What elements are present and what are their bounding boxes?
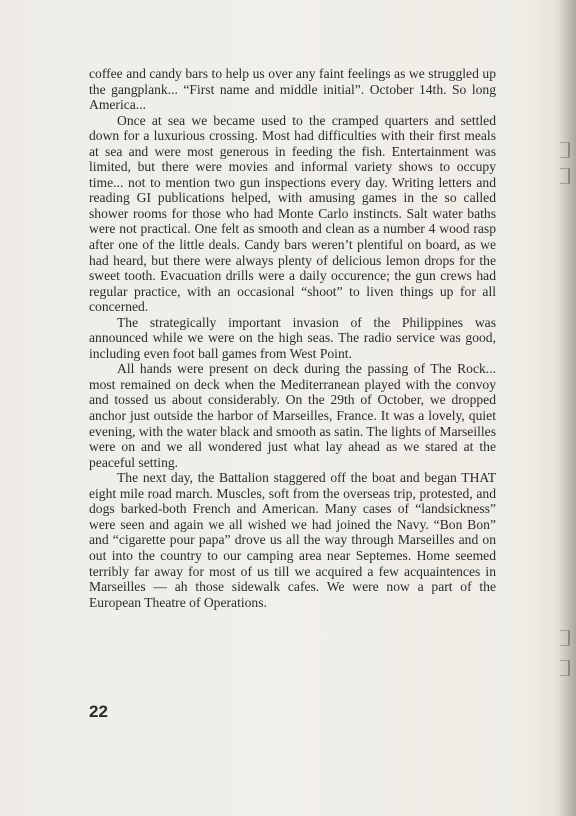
paragraph-at-sea: Once at sea we became used to the cramped quarters and settled down for a luxurious crossing. Most had difficulties with their first meals at sea and were most generous in feeding the fish. Entertainment was limited, but there were movies and informal variety shows to occupy time... not to mention two gun inspections every day. Writing letters and reading GI publications helped, with amusing games in the so called shower rooms for those who had Monte Carlo instincts. Salt water baths were not practical. One felt as smooth and clean as a number 4 wood rasp after one of the little deals. Candy bars weren’t plentiful on board, as we had heard, but there were always plenty of delicious lemon drops for the sweet tooth. Evacuation drills were a daily occurence; the gun crews had regular practice, with an occasional “shoot” to liven things up for all concerned. (89, 112, 496, 315)
paragraph-road-march: The next day, the Battalion staggered off the boat and began THAT eight mile road march. Muscles, soft from the overseas trip, protested, and dogs barked-both French and American. Many cases of “landsickness” were seen and again we all wished we had joined the Navy. “Bon Bon” and “cigarette pour papa” drove us all the way through Marseilles and on out into the country to our camping area near Septemes. Home seemed terribly far away for most of us till we acquired a few acquaintences in Marseilles — ah those sidewalk cafes. We were now a part of the European Theatre of Operations. (89, 470, 496, 610)
staple-mark (560, 630, 570, 646)
staple-mark (560, 660, 570, 676)
page-number: 22 (89, 702, 108, 721)
paragraph-continuation: coffee and candy bars to help us over any faint feelings as we struggled up the gangplank... “First name and middle initial”. October 14th. So long America... (89, 66, 496, 113)
body-text (89, 66, 496, 610)
binding-shadow (554, 0, 576, 816)
staple-mark (560, 142, 570, 158)
paragraph-philippines: The strategically important invasion of the Philippines was announced while we were on the high seas. The radio service was good, including even foot ball games from West Point. (89, 314, 496, 361)
paragraph-marseilles-arrival: All hands were present on deck during the passing of The Rock... most remained on deck when the Mediterranean played with the convoy and tossed us about considerably. On the 29th of October, we dropped anchor just outside the harbor of Marseilles, France. It was a lovely, quiet evening, with the water black and smooth as satin. The lights of Marseilles were on and we all wondered just what lay ahead as we stared at the peaceful setting. (89, 361, 496, 470)
staple-mark (560, 168, 570, 184)
